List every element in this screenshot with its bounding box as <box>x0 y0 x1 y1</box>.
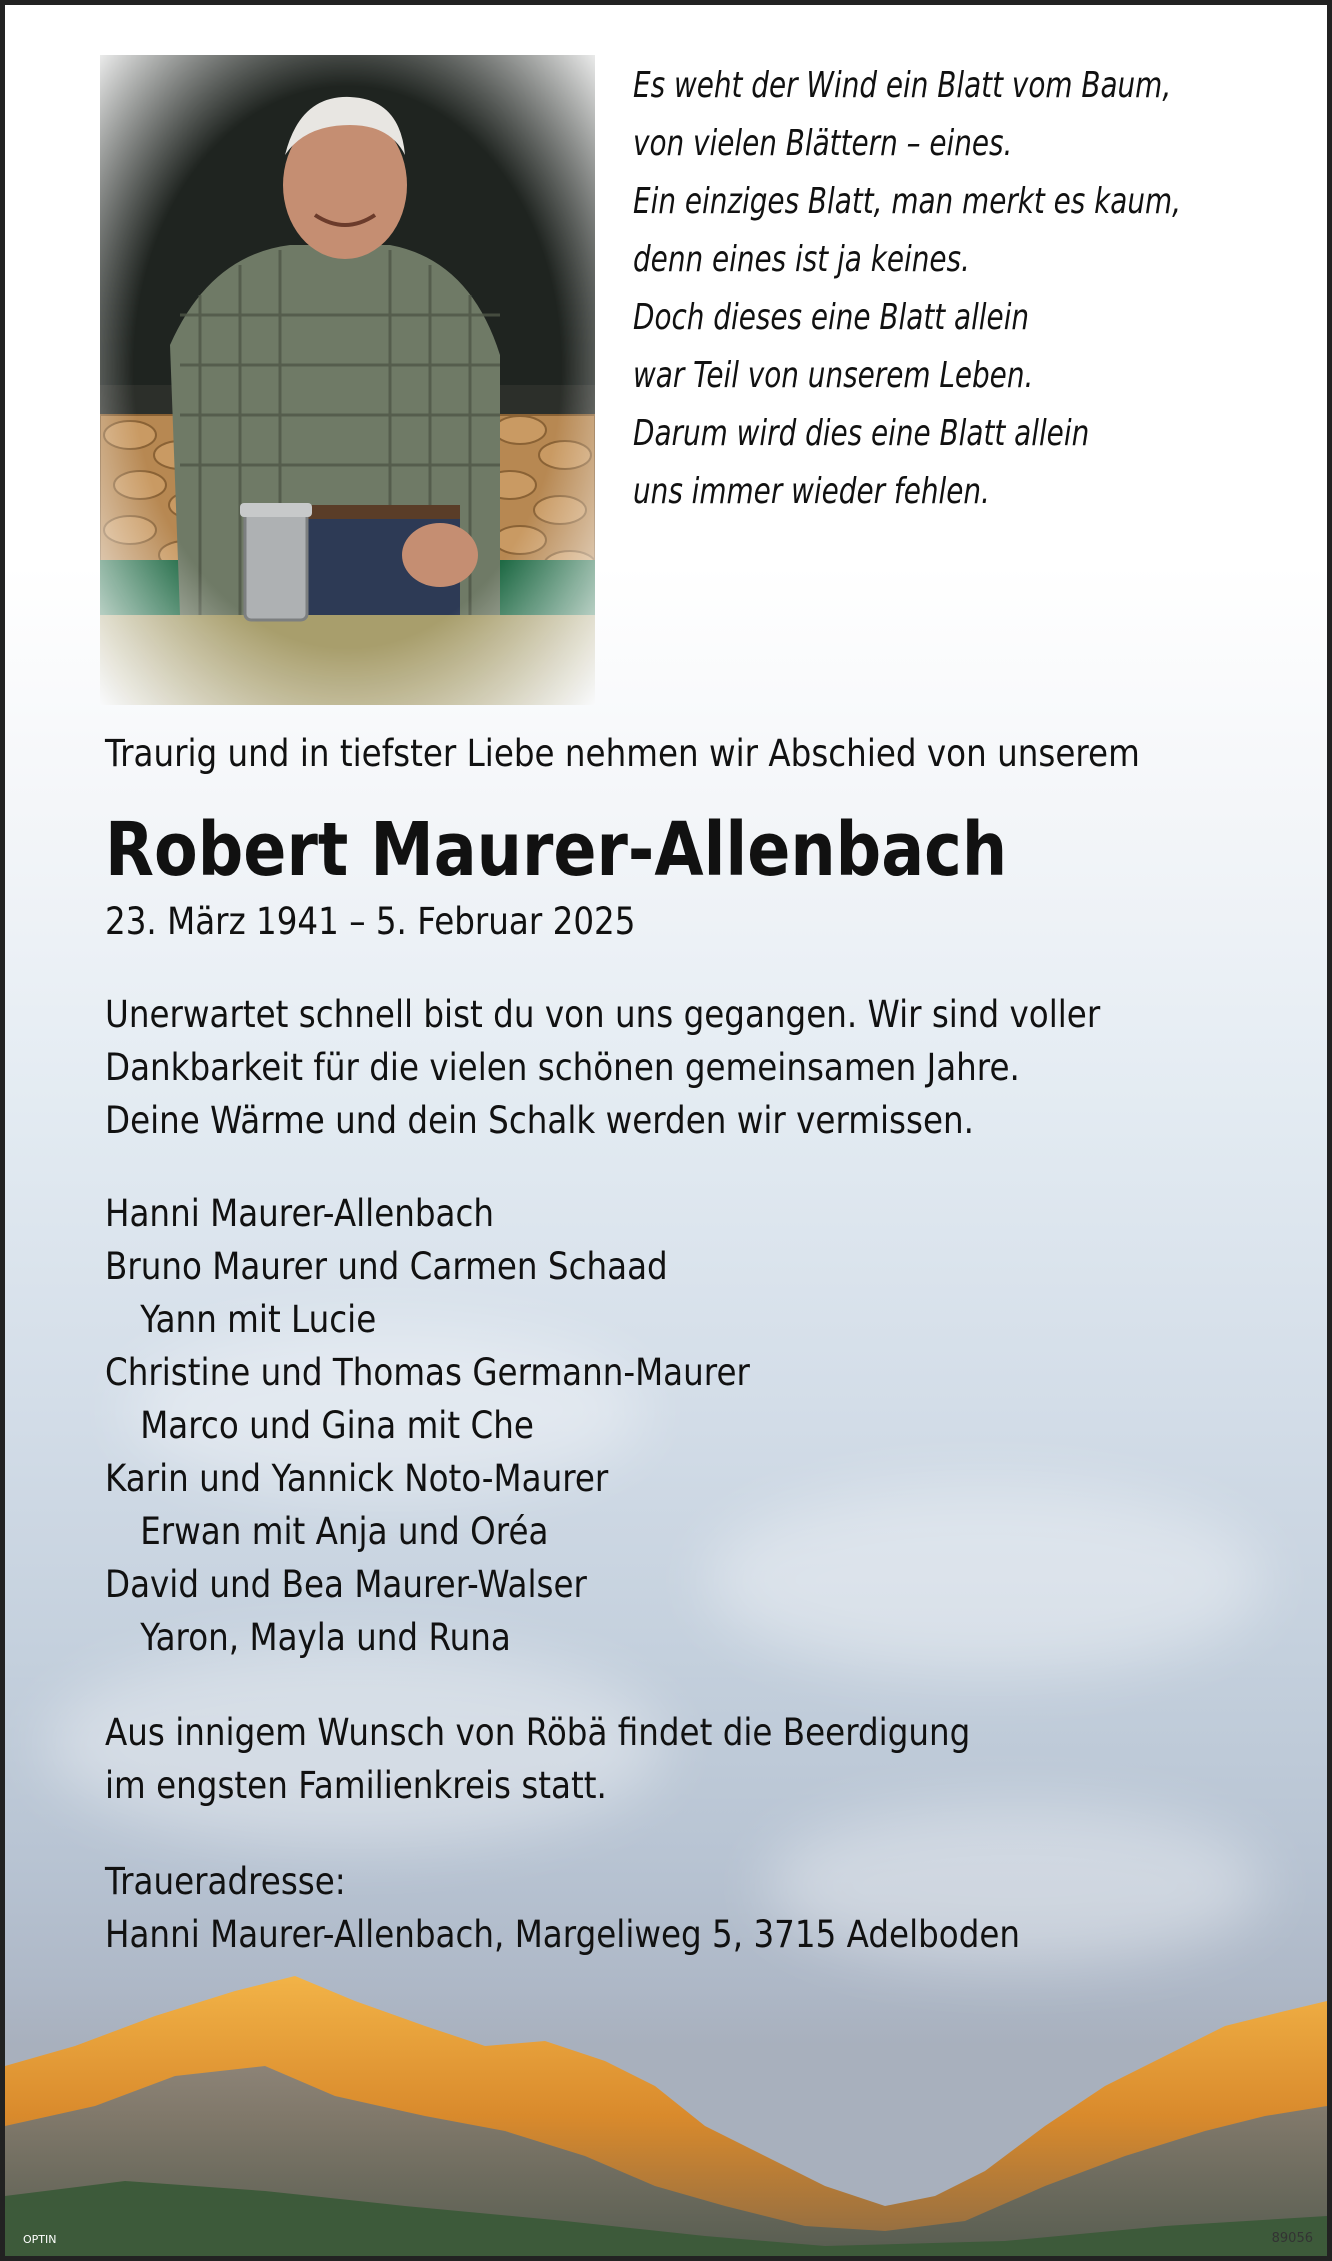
family-member: Christine und Thomas Germann-Maurer <box>105 1351 750 1394</box>
funeral-line: Aus innigem Wunsch von Röbä findet die Beerdigung <box>105 1711 971 1754</box>
intro-text <box>105 727 1265 780</box>
message-line: Dankbarkeit für die vielen schönen gemeinsamen Jahre. <box>105 1046 1020 1089</box>
message-line: Deine Wärme und dein Schalk werden wir vermissen. <box>105 1099 974 1142</box>
funeral-line: im engsten Familienkreis statt. <box>105 1764 607 1807</box>
funeral-notice <box>105 1706 1265 1812</box>
family-member: Karin und Yannick Noto-Maurer <box>105 1457 609 1500</box>
address-value: Hanni Maurer-Allenbach, Margeliweg 5, 3715 Adelboden <box>105 1913 1021 1956</box>
mountain-panorama <box>5 1956 1327 2256</box>
intro-line: Traurig und in tiefster Liebe nehmen wir Abschied von unserem <box>105 732 1140 775</box>
family-member: Hanni Maurer-Allenbach <box>105 1192 495 1235</box>
poem-line: Es weht der Wind ein Blatt vom Baum, <box>633 65 1172 106</box>
family-member: David und Bea Maurer-Walser <box>105 1563 587 1606</box>
mark-left: OPTIN <box>23 2233 57 2246</box>
family-list <box>105 1187 1265 1664</box>
deceased-name: Robert Maurer-Allenbach <box>105 807 1008 893</box>
poem <box>633 57 1293 521</box>
farewell-message <box>105 988 1265 1147</box>
life-dates <box>105 895 1265 948</box>
poem-line: Darum wird dies eine Blatt allein <box>633 413 1090 454</box>
mark-right: 89056 <box>1271 2231 1313 2246</box>
family-member: Yann mit Lucie <box>140 1298 377 1341</box>
poem-line: von vielen Blättern – eines. <box>633 123 1013 164</box>
grass <box>100 615 595 705</box>
dates-line: 23. März 1941 – 5. Februar 2025 <box>105 900 636 943</box>
poem-line: Ein einziges Blatt, man merkt es kaum, <box>633 181 1182 222</box>
family-member: Erwan mit Anja und Oréa <box>140 1510 549 1553</box>
poem-line: uns immer wieder fehlen. <box>633 471 990 512</box>
message-line: Unerwartet schnell bist du von uns gegangen. Wir sind voller <box>105 993 1101 1036</box>
family-member: Yaron, Mayla und Runa <box>140 1616 511 1659</box>
family-member: Marco und Gina mit Che <box>140 1404 534 1447</box>
mourning-address <box>105 1855 1265 1961</box>
poem-line: denn eines ist ja keines. <box>633 239 970 280</box>
family-member: Bruno Maurer und Carmen Schaad <box>105 1245 668 1288</box>
portrait-photo <box>100 55 595 705</box>
poem-line: war Teil von unserem Leben. <box>633 355 1034 396</box>
poem-line: Doch dieses eine Blatt allein <box>633 297 1030 338</box>
address-label: Traueradresse: <box>105 1860 346 1903</box>
milk-can <box>240 503 312 620</box>
